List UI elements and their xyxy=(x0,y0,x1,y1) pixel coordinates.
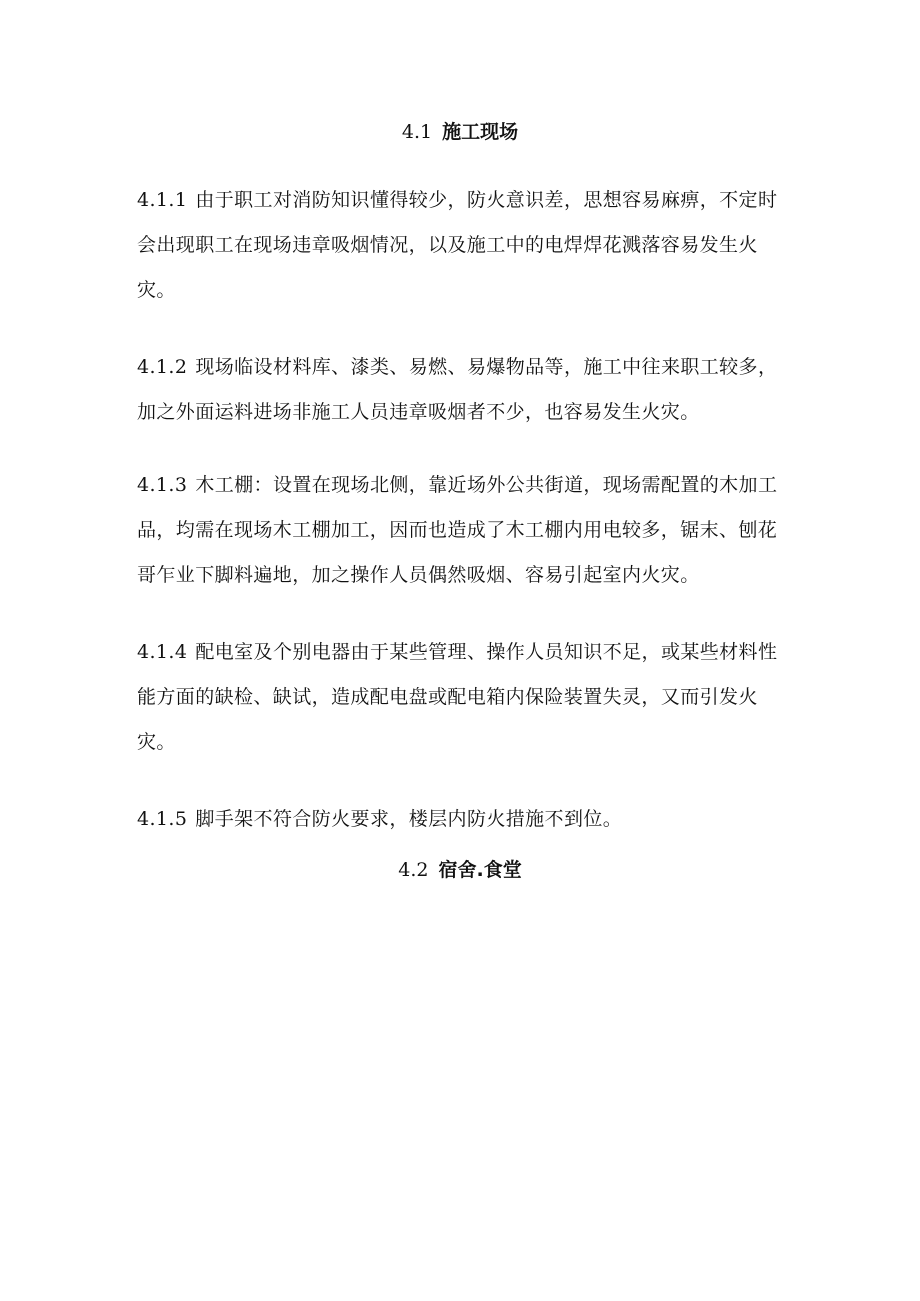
clause-text: 配电室及个别电器由于某些管理、操作人员知识不足，或某些材料性能方面的缺检、缺试，造成配电盘或配电箱内保险装置失灵，又而引发火灾。 xyxy=(137,641,778,753)
clause-number: 4.1.4 xyxy=(137,641,188,663)
clause-number: 4.1.3 xyxy=(137,474,188,496)
clause-number: 4.1.1 xyxy=(137,189,188,211)
paragraph xyxy=(137,345,792,435)
clause-text: 木工棚：设置在现场北侧，靠近场外公共街道，现场需配置的木加工品，均需在现场木工棚加工，因而也造成了木工棚内用电较多，锯末、刨花哥乍业下脚料遍地，加之操作人员偶然吸烟、容易引起室内火灾。 xyxy=(137,474,778,586)
section-title: 施工现场 xyxy=(442,121,519,143)
paragraph xyxy=(137,797,792,842)
section-number: 4.2 xyxy=(398,859,429,881)
paragraph xyxy=(137,463,792,598)
section-number: 4.1 xyxy=(401,121,433,143)
clause-text: 脚手架不符合防火要求，楼层内防火措施不到位。 xyxy=(195,808,623,830)
section-heading xyxy=(0,117,920,147)
paragraph xyxy=(137,630,792,765)
clause-text: 由于职工对消防知识懂得较少，防火意识差，思想容易麻痹，不定时会出现职工在现场违章吸烟情况，以及施工中的电焊焊花溅落容易发生火灾。 xyxy=(137,189,778,301)
paragraph xyxy=(137,178,792,313)
clause-text: 现场临设材料库、漆类、易燃、易爆物品等，施工中往来职工较多，加之外面运料进场非施工人员违章吸烟者不少，也容易发生火灾。 xyxy=(137,356,778,423)
clause-number: 4.1.5 xyxy=(137,808,188,830)
section-title: 宿舍.食堂 xyxy=(438,859,522,881)
clause-number: 4.1.2 xyxy=(137,356,188,378)
section-heading xyxy=(0,855,920,885)
